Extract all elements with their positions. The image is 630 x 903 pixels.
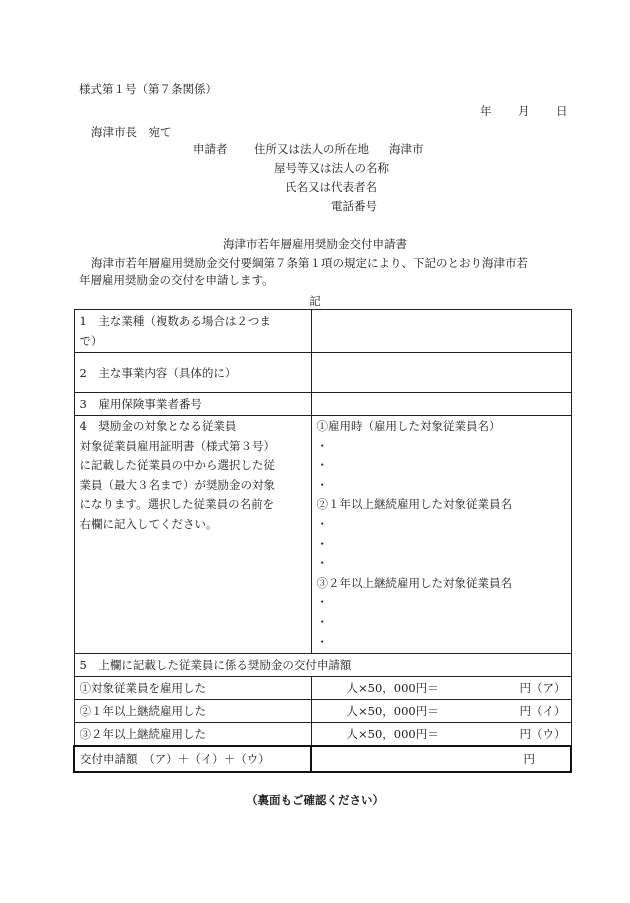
amount-input-c[interactable]: 人×50，000円＝ 円（ウ） xyxy=(311,723,571,747)
date-month: 月 xyxy=(518,104,530,118)
amount-row-a xyxy=(74,677,571,700)
amount-header: 5 上欄に記載した従業員に係る奨励金の交付申請額 xyxy=(74,654,571,677)
amount-input-a[interactable]: 人×50，000円＝ 円（ア） xyxy=(311,677,571,700)
insurance-label: 3 雇用保険事業者番号 xyxy=(74,393,311,416)
industry-label: 1 主な業種（複数ある場合は２つま で） xyxy=(74,310,311,353)
amount-row-c xyxy=(74,723,571,747)
document-title: 海津市若年層雇用奨励金交付申請書 xyxy=(223,237,407,251)
ki-heading: 記 xyxy=(309,294,321,308)
addressee: 海津市長 宛て xyxy=(91,125,172,139)
row-industry xyxy=(74,310,571,353)
date-day: 日 xyxy=(556,104,568,118)
row-employees xyxy=(74,416,571,654)
employees-input[interactable]: ①雇用時（雇用した対象従業員名） ・ ・ ・ ②１年以上継続雇用した対象従業員名 ・ ・ ・ ③２年以上継続雇用した対象従業員名 ・ ・ ・ xyxy=(311,416,571,654)
insurance-input[interactable] xyxy=(311,393,571,416)
amount-label-b: ②１年以上継続雇用した xyxy=(74,700,311,723)
date-year: 年 xyxy=(480,104,492,118)
applicant-label: 申請者 xyxy=(193,142,228,156)
row-business xyxy=(74,353,571,393)
amount-row-b xyxy=(74,700,571,723)
business-label: 2 主な事業内容（具体的に） xyxy=(74,353,311,393)
amount-input-b[interactable]: 人×50，000円＝ 円（イ） xyxy=(311,700,571,723)
footer-note: （裏面もご確認ください） xyxy=(246,793,384,807)
total-label: 交付申請額 （ア）＋（イ）＋（ウ） xyxy=(74,746,311,772)
representative-name-label: 氏名又は代表者名 xyxy=(285,180,377,194)
form-number: 様式第１号（第７条関係） xyxy=(79,82,217,96)
phone-label: 電話番号 xyxy=(331,199,377,213)
row-insurance xyxy=(74,393,571,416)
total-input[interactable]: 円 xyxy=(311,746,571,772)
employees-description: 4 奨励金の対象となる従業員 対象従業員雇用証明書（様式第３号） に記載した従業員の中から選択した従 業員（最大３名まで）が奨励金の対象 になります。選択した従業員の名前を 右欄に記入してください。 xyxy=(74,416,311,654)
row-amount-header xyxy=(74,654,571,677)
address-label: 住所又は法人の所在地 xyxy=(254,142,369,156)
company-label: 屋号等又は法人の名称 xyxy=(274,161,389,175)
amount-label-c: ③２年以上継続雇用した xyxy=(74,723,311,747)
intro-line-1: 海津市若年層雇用奨励金交付要綱第７条第１項の規定により、下記のとおり海津市若 xyxy=(91,256,528,270)
application-table xyxy=(73,309,572,773)
amount-label-a: ①対象従業員を雇用した xyxy=(74,677,311,700)
total-row xyxy=(74,746,571,772)
intro-line-2: 年層雇用奨励金の交付を申請します。 xyxy=(79,273,274,287)
industry-input[interactable] xyxy=(311,310,571,353)
address-value: 海津市 xyxy=(389,142,424,156)
business-input[interactable] xyxy=(311,353,571,393)
